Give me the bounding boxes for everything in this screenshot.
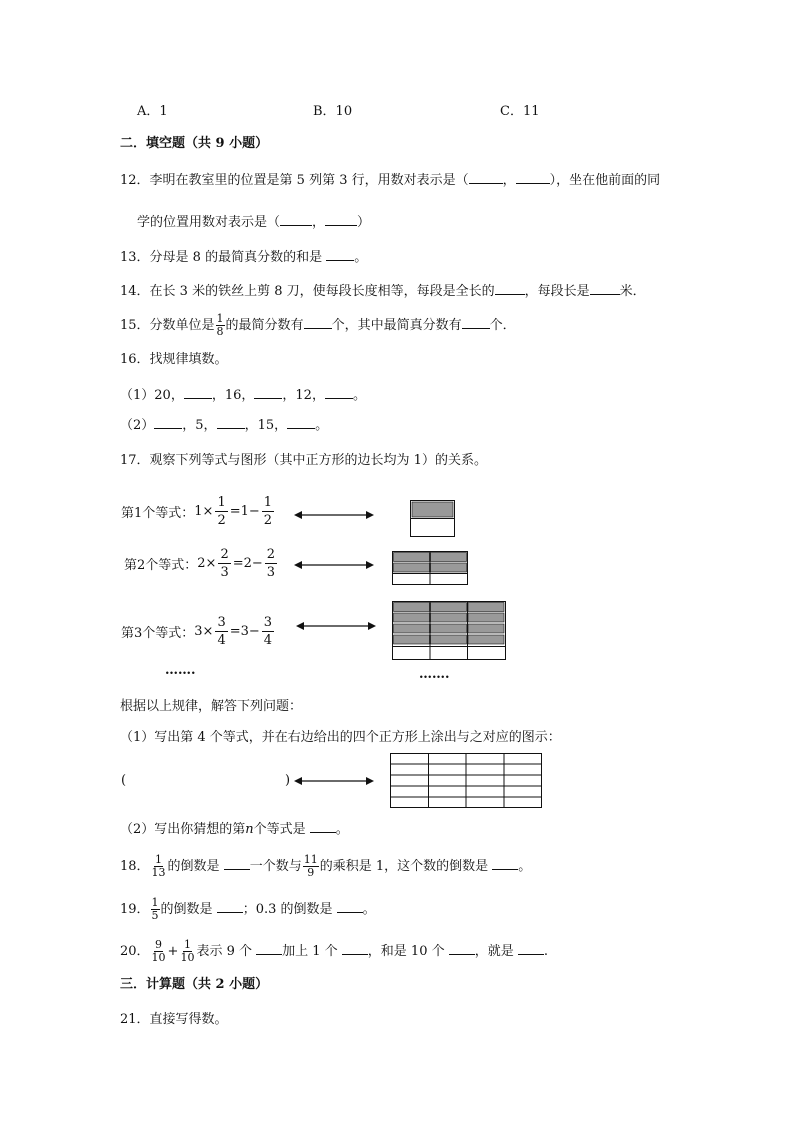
numerator: 3: [263, 615, 273, 630]
variable-n: n: [245, 822, 254, 837]
q14-text: 14．在长 3 米的铁丝上剪 8 刀，使每段长度相等，每段是全长的: [120, 284, 495, 299]
q18-num: 18．: [120, 859, 150, 874]
q13-text: 13．分母是 8 的最简真分数的和是: [120, 250, 327, 265]
answer-blank[interactable]: [217, 898, 243, 913]
fraction: [151, 854, 167, 879]
eq1-equals: =1−: [229, 504, 260, 519]
q16-p1-end: 。: [352, 388, 366, 403]
question-17-title: 17．观察下列等式与图形（其中正方形的边长均为 1）的关系。: [120, 453, 487, 468]
paren-close: ): [285, 773, 291, 788]
answer-blank[interactable]: [492, 855, 518, 870]
q18-mid1: 的倒数是: [167, 859, 224, 874]
denominator: 10: [180, 951, 195, 964]
fraction: [151, 939, 167, 964]
answer-blank[interactable]: [254, 384, 282, 399]
q16-p1-label: （1）20，: [120, 388, 184, 403]
double-arrow-icon: [294, 558, 374, 572]
q19-num: 19．: [120, 902, 150, 917]
fraction: [179, 939, 195, 964]
q17-sub1: （1）写出第 4 个等式，并在右边给出的四个正方形上涂出与之对应的图示：: [120, 730, 561, 745]
choice-a: A．1: [137, 104, 168, 119]
q17-sub2: [120, 818, 349, 840]
question-20: [120, 939, 548, 964]
eq2-coef: 2×: [197, 556, 217, 571]
q14-mid: ，每段长是: [524, 284, 590, 299]
denominator: 5: [151, 909, 159, 922]
answer-blank[interactable]: [462, 314, 490, 329]
q15-end: 个．: [489, 318, 516, 333]
q20-mid3: ，和是 10 个: [367, 944, 449, 959]
eq2-label: 第2个等式：: [124, 558, 198, 573]
fraction: [262, 614, 274, 649]
q19-mid1: 的倒数是: [160, 902, 217, 917]
eq2-equals: =2−: [232, 556, 263, 571]
q20-mid4: ，就是: [474, 944, 518, 959]
q13-end: 。: [354, 250, 368, 265]
numerator: 11: [303, 853, 318, 866]
question-21: 21．直接写得数。: [120, 1012, 228, 1027]
numerator: 2: [220, 547, 229, 562]
answer-blank[interactable]: [326, 246, 354, 261]
q14-end: 米．: [619, 284, 646, 299]
fraction: [303, 854, 319, 879]
paren-open: (: [121, 773, 127, 788]
denominator: 9: [307, 866, 315, 879]
fraction: [215, 494, 227, 529]
section-title-calculation: 三．计算题（共 2 小题）: [120, 977, 269, 992]
numerator: 1: [183, 938, 191, 951]
double-arrow-icon: [296, 619, 376, 633]
q15-mid2: 个，其中最简真分数有: [331, 318, 462, 333]
numerator: 1: [217, 495, 226, 510]
answer-blank[interactable]: [337, 898, 363, 913]
q17-sub2-end: 。: [335, 822, 349, 837]
denominator: 2: [217, 513, 226, 528]
numerator: 1: [263, 495, 273, 510]
q16-sep: ，: [211, 388, 225, 403]
answer-blank[interactable]: [325, 384, 353, 399]
answer-blank[interactable]: [342, 940, 368, 955]
plus-sign: +: [167, 944, 179, 959]
q16-sep: ，: [282, 388, 296, 403]
q16-p2-end: 。: [315, 418, 329, 433]
q19-end: 。: [362, 902, 376, 917]
answer-blank[interactable]: [224, 855, 250, 870]
answer-blank[interactable]: [590, 280, 620, 295]
question-12-line1: [120, 169, 660, 191]
fraction: [151, 897, 160, 922]
eq1-coef: 1×: [194, 504, 214, 519]
square-diagram-2: [392, 551, 469, 586]
numerator: 9: [155, 938, 163, 951]
equation-3: [121, 614, 276, 649]
ellipsis-right: …….: [419, 667, 450, 682]
answer-blank[interactable]: [280, 211, 312, 226]
answer-blank[interactable]: [518, 940, 544, 955]
numerator: 1: [155, 853, 163, 866]
q15-mid1: 的最简分数有: [225, 318, 304, 333]
answer-blank[interactable]: [217, 414, 245, 429]
fraction: [216, 313, 225, 338]
q20-mid2: 加上 1 个: [282, 944, 342, 959]
q16-p1-v1: 16，: [224, 388, 255, 403]
denominator: 3: [266, 565, 276, 580]
fraction: [215, 614, 227, 649]
double-arrow-icon: [294, 508, 374, 522]
eq3-equals: =3−: [229, 624, 260, 639]
q16-p1-v2: 12，: [295, 388, 325, 403]
answer-blank[interactable]: [310, 818, 336, 833]
eq1-label: 第1个等式：: [121, 506, 195, 521]
q12-comma: ，: [312, 215, 326, 230]
eq3-coef: 3×: [194, 624, 214, 639]
answer-blank[interactable]: [304, 314, 332, 329]
choice-b: B．10: [313, 104, 353, 119]
answer-blank[interactable]: [449, 940, 475, 955]
equation-2: [124, 546, 279, 581]
q12-text-c: 学的位置用数对表示是（: [137, 215, 281, 230]
q17-sub2-text: （2）写出你猜想的第: [120, 822, 246, 837]
answer-blank-equation-4[interactable]: [128, 771, 282, 791]
q20-num: 20．: [120, 944, 150, 959]
denominator: 10: [151, 951, 166, 964]
denominator: 2: [263, 513, 273, 528]
q16-p2-v1: ，5，: [182, 418, 217, 433]
q16-p2-label: （2）: [120, 418, 155, 433]
question-16-title: 16．找规律填数。: [120, 352, 228, 367]
section-title-fill-in: 二．填空题（共 9 小题）: [120, 136, 269, 151]
q18-mid3: 的乘积是 1，这个数的倒数是: [319, 859, 493, 874]
question-15: [120, 313, 516, 338]
question-16-part1: [120, 384, 366, 406]
answer-blank[interactable]: [325, 211, 357, 226]
fraction: [218, 546, 230, 581]
q16-p2-v2: ，15，: [244, 418, 288, 433]
denominator: 8: [216, 325, 224, 338]
q18-mid2: 一个数与: [249, 859, 302, 874]
equation-1: [121, 494, 276, 529]
q20-mid1: 表示 9 个: [196, 944, 257, 959]
question-12-line2: [137, 211, 370, 233]
answer-blank[interactable]: [516, 169, 550, 184]
numerator: 3: [217, 615, 226, 630]
numerator: 1: [151, 896, 159, 909]
q12-comma: ，: [502, 173, 516, 188]
fraction: [265, 546, 277, 581]
numerator: 2: [266, 547, 276, 562]
denominator: 13: [151, 866, 166, 879]
double-arrow-icon: [294, 774, 374, 788]
answer-blank[interactable]: [287, 414, 315, 429]
denominator: 4: [217, 633, 226, 648]
answer-blank[interactable]: [184, 384, 212, 399]
numerator: 1: [216, 312, 224, 325]
q12-text-d: ）: [357, 215, 371, 230]
answer-blank[interactable]: [495, 280, 525, 295]
eq3-label: 第3个等式：: [121, 626, 195, 641]
question-14: [120, 280, 646, 302]
q19-mid2: ；0.3 的倒数是: [242, 902, 337, 917]
q12-text-b: ），坐在他前面的同: [549, 173, 661, 188]
answer-blank[interactable]: [469, 169, 503, 184]
q12-text-a: 12．李明在教室里的位置是第 5 列第 3 行，用数对表示是（: [120, 173, 469, 188]
q17-rule: 根据以上规律，解答下列问题：: [120, 699, 303, 714]
q20-end: .: [543, 944, 549, 959]
q18-end: 。: [518, 859, 532, 874]
question-16-part2: [120, 414, 328, 436]
answer-blank[interactable]: [256, 940, 282, 955]
square-diagram-3: [392, 601, 507, 661]
q15-text: 15．分数单位是: [120, 318, 215, 333]
square-diagram-1: [410, 500, 456, 538]
answer-blank[interactable]: [154, 414, 182, 429]
denominator: 3: [220, 565, 229, 580]
choice-c: C．11: [500, 104, 540, 119]
ellipsis-left: …….: [165, 663, 196, 678]
question-13: [120, 246, 367, 268]
denominator: 4: [263, 633, 273, 648]
fraction: [262, 494, 274, 529]
question-19: [120, 897, 376, 922]
q17-sub2-text2: 个等式是: [253, 822, 310, 837]
question-18: [120, 854, 531, 879]
square-diagram-4-blank[interactable]: [390, 753, 543, 809]
